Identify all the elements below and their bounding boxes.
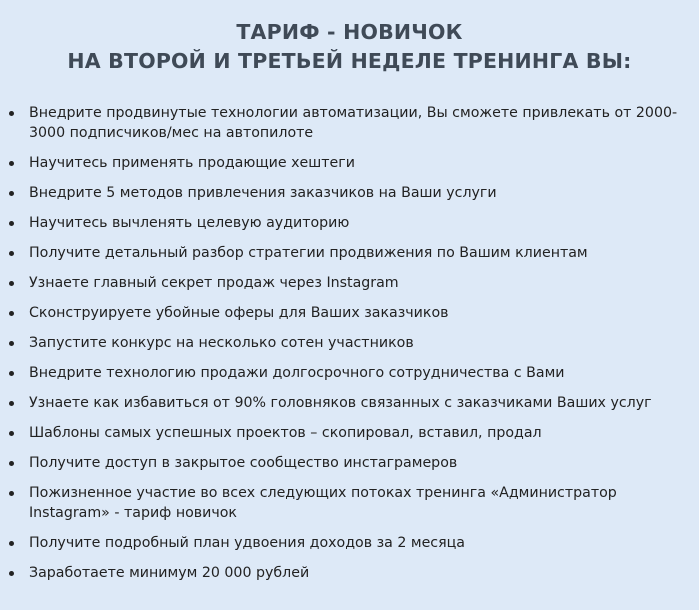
list-item-text: Внедрите технологию продажи долгосрочного сотрудничества с Вами: [29, 365, 565, 381]
list-item-text: Внедрите продвинутые технологии автоматизации, Вы сможете привлекать от 2000-3000 подписчиков/мес на автопилоте: [29, 105, 678, 141]
list-item: [0, 243, 699, 263]
list-item-text: Узнаете главный секрет продаж через Instagram: [29, 275, 399, 291]
list-item: [0, 533, 699, 553]
list-item: [0, 563, 699, 583]
page-title: [0, 18, 699, 76]
bullet-icon: [9, 221, 14, 226]
list-item-text: Внедрите 5 методов привлечения заказчиков на Ваши услуги: [29, 185, 497, 201]
list-item-text: Получите подробный план удвоения доходов за 2 месяца: [29, 535, 465, 551]
list-item: [0, 303, 699, 323]
list-item: [0, 423, 699, 443]
list-item-text: Шаблоны самых успешных проектов – скопировал, вставил, продал: [29, 425, 542, 441]
list-item: [0, 273, 699, 293]
benefits-list: [0, 103, 699, 593]
bullet-icon: [9, 541, 14, 546]
bullet-icon: [9, 571, 14, 576]
bullet-icon: [9, 281, 14, 286]
list-item: [0, 213, 699, 233]
bullet-icon: [9, 311, 14, 316]
list-item-text: Получите доступ в закрытое сообщество инстаграмеров: [29, 455, 458, 471]
bullet-icon: [9, 371, 14, 376]
bullet-icon: [9, 491, 14, 496]
bullet-icon: [9, 341, 14, 346]
list-item-text: Пожизненное участие во всех следующих потоках тренинга «Администратор Instagram» - тариф новичок: [29, 485, 617, 521]
bullet-icon: [9, 111, 14, 116]
list-item-text: Научитесь вычленять целевую аудиторию: [29, 215, 350, 231]
bullet-icon: [9, 401, 14, 406]
list-item-text: Получите детальный разбор стратегии продвижения по Вашим клиентам: [29, 245, 588, 261]
list-item: [0, 183, 699, 203]
bullet-icon: [9, 461, 14, 466]
list-item-text: Заработаете минимум 20 000 рублей: [29, 565, 310, 581]
list-item: [0, 483, 699, 523]
bullet-icon: [9, 161, 14, 166]
list-item: [0, 363, 699, 383]
bullet-icon: [9, 431, 14, 436]
list-item-text: Узнаете как избавиться от 90% головняков связанных с заказчиками Ваших услуг: [29, 395, 652, 411]
bullet-icon: [9, 191, 14, 196]
list-item-text: Научитесь применять продающие хештеги: [29, 155, 355, 171]
list-item-text: Сконструируете убойные оферы для Ваших заказчиков: [29, 305, 449, 321]
list-item: [0, 103, 699, 143]
list-item: [0, 393, 699, 413]
bullet-icon: [9, 251, 14, 256]
title-line-2: НА ВТОРОЙ И ТРЕТЬЕЙ НЕДЕЛЕ ТРЕНИНГА ВЫ:: [67, 49, 632, 73]
list-item: [0, 333, 699, 353]
list-item: [0, 453, 699, 473]
list-item: [0, 153, 699, 173]
list-item-text: Запустите конкурс на несколько сотен участников: [29, 335, 414, 351]
title-line-1: ТАРИФ - НОВИЧОК: [236, 20, 463, 44]
